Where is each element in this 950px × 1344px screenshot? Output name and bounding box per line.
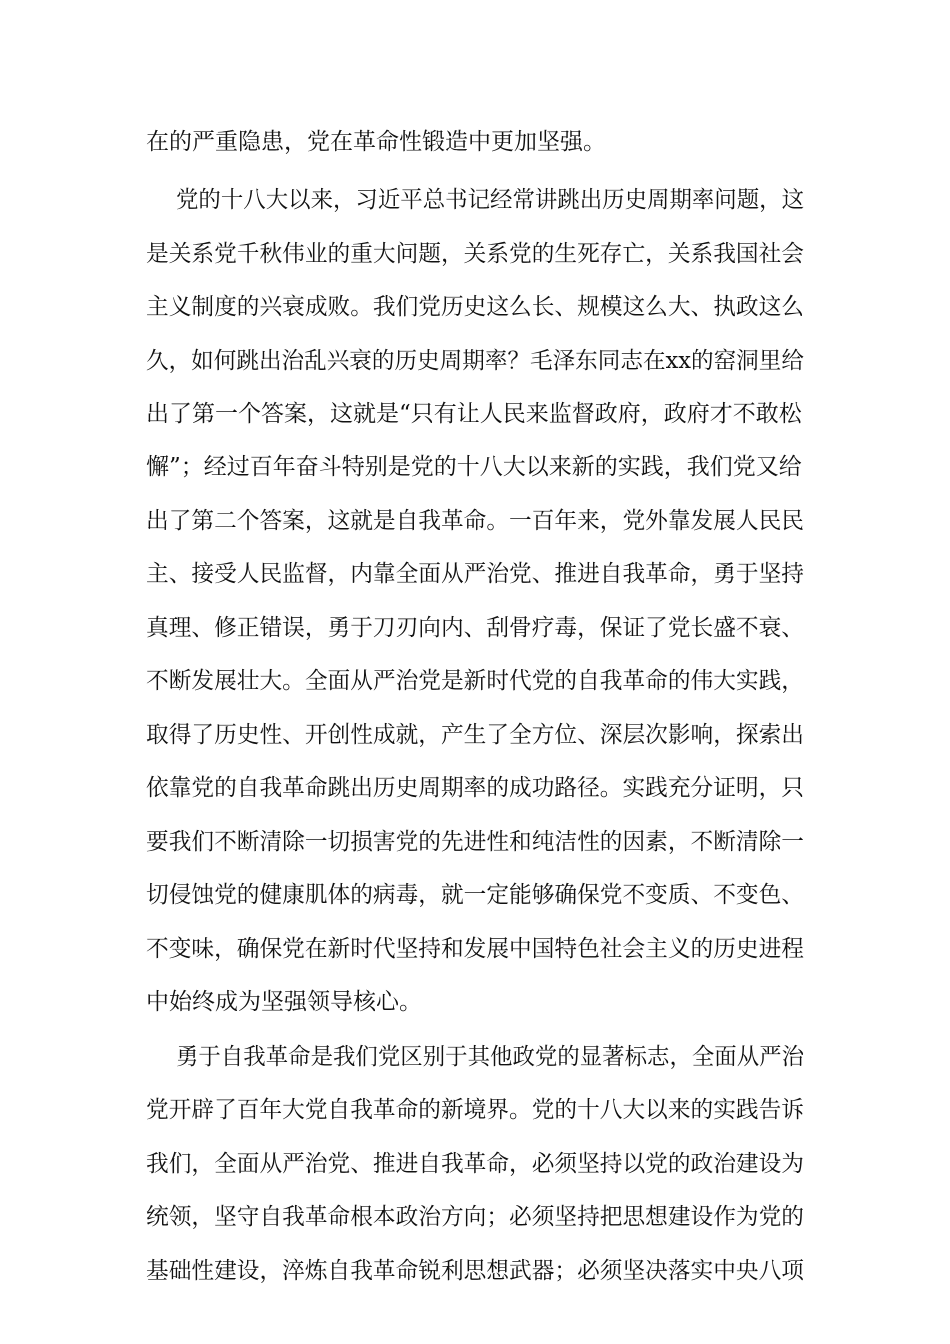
text-line: 我们，全面从严治党、推进自我革命，必须坚持以党的政治建设为 <box>146 1151 804 1177</box>
text-line: 主、接受人民监督，内靠全面从严治党、推进自我革命，勇于坚持 <box>146 561 804 587</box>
text-line: 不断发展壮大。全面从严治党是新时代党的自我革命的伟大实践， <box>146 668 804 694</box>
text-line: 在的严重隐患，党在革命性锻造中更加坚强。 <box>146 129 606 155</box>
text-line: 党开辟了百年大党自我革命的新境界。党的十八大以来的实践告诉 <box>146 1097 804 1123</box>
text-line: 中始终成为坚强领导核心。 <box>146 989 422 1015</box>
text-line: 要我们不断清除一切损害党的先进性和纯洁性的因素，不断清除一 <box>146 829 804 855</box>
text-line: 依靠党的自我革命跳出历史周期率的成功路径。实践充分证明，只 <box>146 775 804 801</box>
text-line: 是关系党千秋伟业的重大问题，关系党的生死存亡，关系我国社会 <box>146 241 804 267</box>
text-line: 真理、修正错误，勇于刀刃向内、刮骨疗毒，保证了党长盛不衰、 <box>146 615 804 641</box>
text-line: 久，如何跳出治乱兴衰的历史周期率？毛泽东同志在xx的窑洞里给 <box>146 348 804 374</box>
text-line: 取得了历史性、开创性成就，产生了全方位、深层次影响，探索出 <box>146 722 804 748</box>
text-line: 不变味，确保党在新时代坚持和发展中国特色社会主义的历史进程 <box>146 936 804 962</box>
text-line: 出了第二个答案，这就是自我革命。一百年来，党外靠发展人民民 <box>146 508 804 534</box>
text-line: 勇于自我革命是我们党区别于其他政党的显著标志，全面从严治 <box>176 1044 805 1070</box>
text-line: 基础性建设，淬炼自我革命锐利思想武器；必须坚决落实中央八项 <box>146 1258 804 1284</box>
text-line: 懈”；经过百年奋斗特别是党的十八大以来新的实践，我们党又给 <box>146 454 802 480</box>
text-line: 切侵蚀党的健康肌体的病毒，就一定能够确保党不变质、不变色、 <box>146 882 804 908</box>
text-line: 党的十八大以来，习近平总书记经常讲跳出历史周期率问题，这 <box>176 187 805 213</box>
text-line: 统领，坚守自我革命根本政治方向；必须坚持把思想建设作为党的 <box>146 1204 804 1230</box>
text-line: 出了第一个答案，这就是“只有让人民来监督政府，政府才不敢松 <box>146 401 802 427</box>
text-line: 主义制度的兴衰成败。我们党历史这么长、规模这么大、执政这么 <box>146 294 804 320</box>
